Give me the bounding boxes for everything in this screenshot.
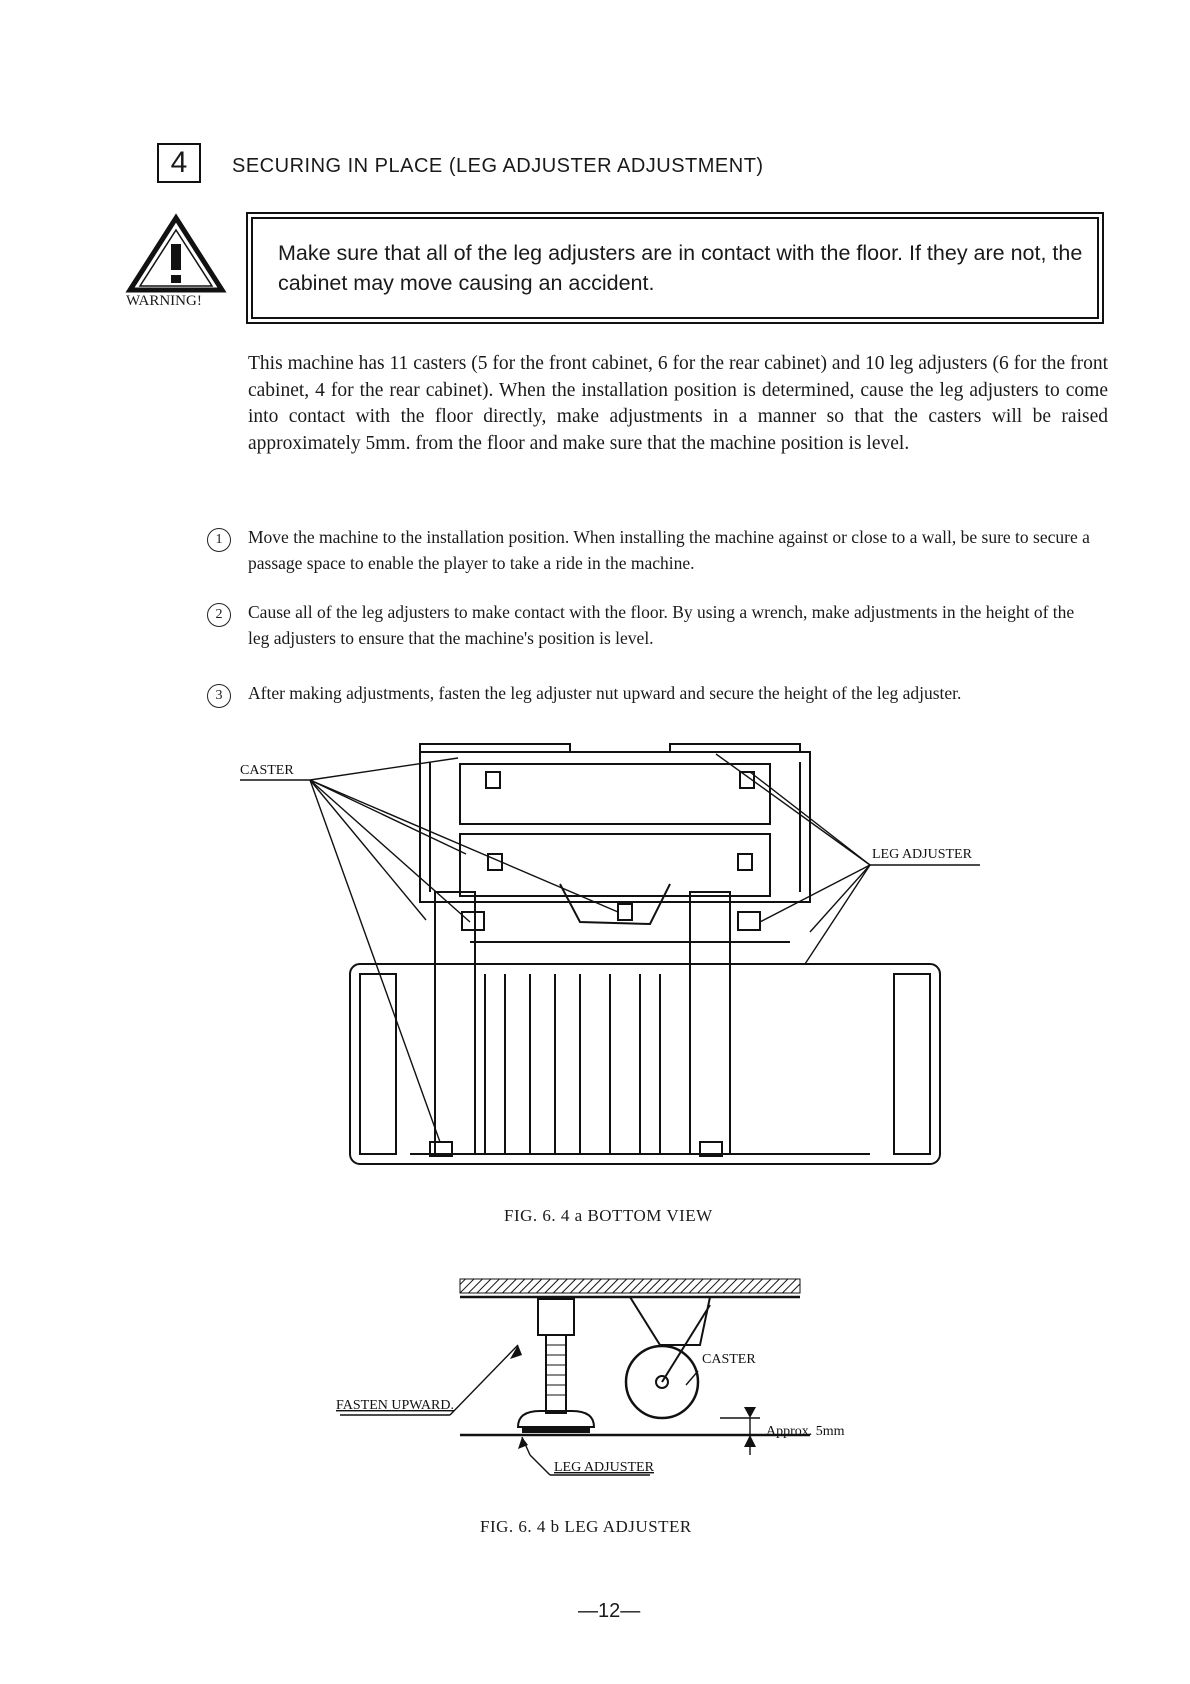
approx-5mm-label: Approx. 5mm <box>766 1424 845 1439</box>
leg-adjuster-diagram <box>336 1275 950 1490</box>
step-2-text: Cause all of the leg adjusters to make contact with the floor. By using a wrench, make adjustments in the height of the leg adjusters to ensure that the machine's position is level. <box>248 602 1075 648</box>
page-number: —12— <box>578 1600 641 1622</box>
leg-adjuster-label-b: LEG ADJUSTER <box>554 1460 654 1475</box>
caster-label-b: CASTER <box>702 1352 756 1367</box>
step-3-number: 3 <box>207 684 231 708</box>
step-1-text: Move the machine to the installation position. When installing the machine against or close to a wall, be sure to secure a passage space to enable the player to take a ride in the machine. <box>248 527 1090 573</box>
leg-adjuster-label: LEG ADJUSTER <box>872 847 972 862</box>
fasten-upward-label: FASTEN UPWARD. <box>336 1398 454 1413</box>
warning-label: WARNING! <box>126 293 202 309</box>
warning-triangle-icon <box>124 214 228 294</box>
caster-label: CASTER <box>240 763 294 778</box>
section-title: SECURING IN PLACE (LEG ADJUSTER ADJUSTMENT) <box>232 155 764 177</box>
figure-a-caption: FIG. 6. 4 a BOTTOM VIEW <box>504 1206 713 1225</box>
step-3-text: After making adjustments, fasten the leg adjuster nut upward and secure the height of the leg adjuster. <box>248 683 962 703</box>
section-number: 4 <box>157 143 201 183</box>
warning-text: Make sure that all of the leg adjusters are in contact with the floor. If they are not, the cabinet may move causing an accident. <box>278 241 1083 295</box>
bottom-view-diagram <box>230 742 1060 1200</box>
figure-b-caption: FIG. 6. 4 b LEG ADJUSTER <box>480 1517 692 1536</box>
step-1-number: 1 <box>207 528 231 552</box>
step-2-number: 2 <box>207 603 231 627</box>
intro-paragraph: This machine has 11 casters (5 for the front cabinet, 6 for the rear cabinet) and 10 leg adjusters (6 for the front cabinet, 4 for the rear cabinet). When the installation position is determined, cause the leg adjusters to come into contact with the floor directly, make adjustments in a manner so that the casters will be raised approximately 5mm. from the floor and make sure that the machine position is level. <box>248 353 1108 454</box>
